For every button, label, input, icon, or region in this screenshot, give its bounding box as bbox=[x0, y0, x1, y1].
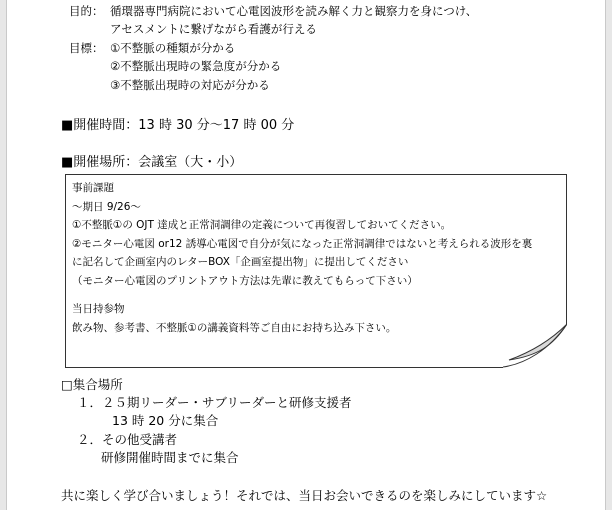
prework-title: 事前課題 bbox=[72, 182, 114, 194]
prework-note-box bbox=[65, 174, 567, 368]
prework-deadline: ～期日 9/26～ bbox=[72, 200, 141, 213]
event-venue: ■開催場所：会議室（大・小） bbox=[61, 155, 243, 170]
goals-label: 目標： bbox=[69, 41, 104, 55]
prework-line: ②モニター心電図 or12 誘導心電図で自分が気になった正常洞調律ではないと考えられる波形を裏 bbox=[72, 237, 533, 250]
meeting-place-title: □集合場所 bbox=[61, 377, 123, 392]
purpose-text-line1: 循環器専門病院において心電図波形を読み解く力と観察力を身につけ、 bbox=[110, 4, 478, 18]
page-frame-left bbox=[0, 0, 7, 510]
prework-line: （モニター心電図のプリントアウト方法は先輩に教えてもらって下さい） bbox=[72, 274, 418, 287]
purpose-label: 目的： bbox=[69, 4, 104, 18]
page-curl-icon bbox=[503, 324, 567, 368]
meeting-item-detail: 13 時 20 分に集合 bbox=[112, 413, 219, 428]
meeting-item: ２．その他受講者 bbox=[77, 432, 178, 447]
goal-item: ①不整脈の種類が分かる bbox=[110, 41, 236, 55]
event-time: ■開催時間：13 時 30 分～17 時 00 分 bbox=[61, 118, 295, 133]
goal-item: ③不整脈出現時の対応が分かる bbox=[110, 78, 270, 92]
closing-message: 共に楽しく学び合いましょう！それでは、当日お会いできるのを楽しみにしています☆ bbox=[61, 488, 548, 503]
purpose-text-line2: アセスメントに繋げながら看護が行える bbox=[110, 22, 317, 36]
meeting-item: １．２５期リーダー・サブリーダーと研修支援者 bbox=[77, 395, 352, 410]
bring-items-text: 飲み物、参考書、不整脈①の講義資料等ご自由にお持ち込み下さい。 bbox=[72, 321, 397, 334]
goal-item: ②不整脈出現時の緊急度が分かる bbox=[110, 59, 282, 73]
prework-line: に記名して企画室内のレターBOX「企画室提出物」に提出してください bbox=[72, 256, 409, 268]
meeting-item-detail: 研修開催時間までに集合 bbox=[101, 450, 239, 465]
bring-items-title: 当日持参物 bbox=[72, 303, 125, 315]
document-page bbox=[7, 0, 605, 510]
page-frame-right bbox=[605, 0, 612, 510]
prework-line: ①不整脈①の OJT 達成と正常洞調律の定義について再復習しておいてください。 bbox=[72, 219, 452, 231]
